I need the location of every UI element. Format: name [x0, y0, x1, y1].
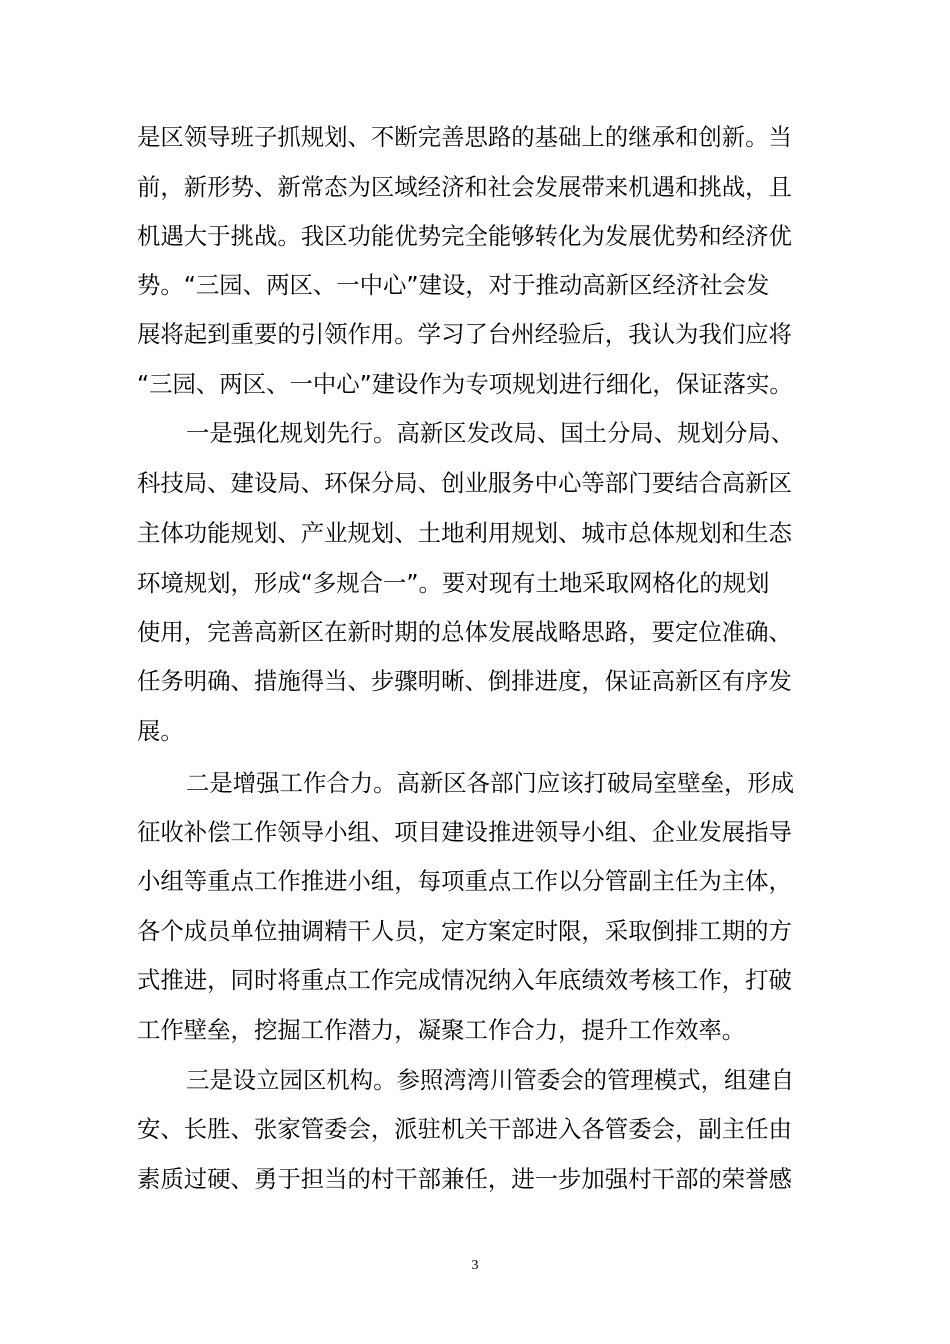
text-line-16: 小组等重点工作推进小组，每项重点工作以分管副主任为主体， [137, 867, 792, 895]
text-line-4: 势。“三园、两区、一中心”建设，对于推动高新区经济社会发 [137, 271, 770, 299]
text-line-11: 使用，完善高新区在新时期的总体发展战略思路，要定位准确、 [137, 618, 792, 646]
text-line-12: 任务明确、措施得当、步骤明晰、倒排进度，保证高新区有序发 [137, 667, 792, 695]
text-line-15: 征收补偿工作领导小组、项目建设推进领导小组、企业发展指导 [137, 818, 792, 846]
text-line-17: 各个成员单位抽调精干人员，定方案定时限，采取倒排工期的方 [137, 917, 792, 945]
text-line-1: 是区领导班子抓规划、不断完善思路的基础上的继承和创新。当 [137, 123, 792, 151]
text-line-19: 工作壁垒，挖掘工作潜力，凝聚工作合力，提升工作效率。 [137, 1016, 746, 1044]
text-line-8: 科技局、建设局、环保分局、创业服务中心等部门要结合高新区 [137, 469, 792, 497]
text-line-18: 式推进，同时将重点工作完成情况纳入年底绩效考核工作，打破 [137, 966, 792, 994]
text-line-2: 前，新形势、新常态为区域经济和社会发展带来机遇和挑战，且 [137, 173, 792, 201]
text-line-20: 三是设立园区机构。参照湾湾川管委会的管理模式，组建自 [186, 1066, 795, 1094]
text-line-6: “三园、两区、一中心”建设作为专项规划进行细化，保证落实。 [137, 370, 793, 398]
text-line-5: 展将起到重要的引领作用。学习了台州经验后，我认为我们应将 [137, 320, 792, 348]
text-line-10: 环境规划，形成“多规合一”。要对现有土地采取网格化的规划 [137, 569, 770, 597]
page-number: 3 [471, 1258, 479, 1273]
text-line-14: 二是增强工作合力。高新区各部门应该打破局室壁垒，形成 [186, 769, 795, 797]
text-line-22: 素质过硬、勇于担当的村干部兼任，进一步加强村干部的荣誉感 [137, 1165, 792, 1193]
text-line-7: 一是强化规划先行。高新区发改局、国土分局、规划分局、 [186, 419, 795, 447]
text-line-21: 安、长胜、张家管委会，派驻机关干部进入各管委会，副主任由 [137, 1115, 792, 1143]
text-line-3: 机遇大于挑战。我区功能优势完全能够转化为发展优势和经济优 [137, 222, 792, 250]
text-line-13: 展。 [137, 717, 184, 745]
text-line-9: 主体功能规划、产业规划、土地利用规划、城市总体规划和生态 [137, 519, 792, 547]
